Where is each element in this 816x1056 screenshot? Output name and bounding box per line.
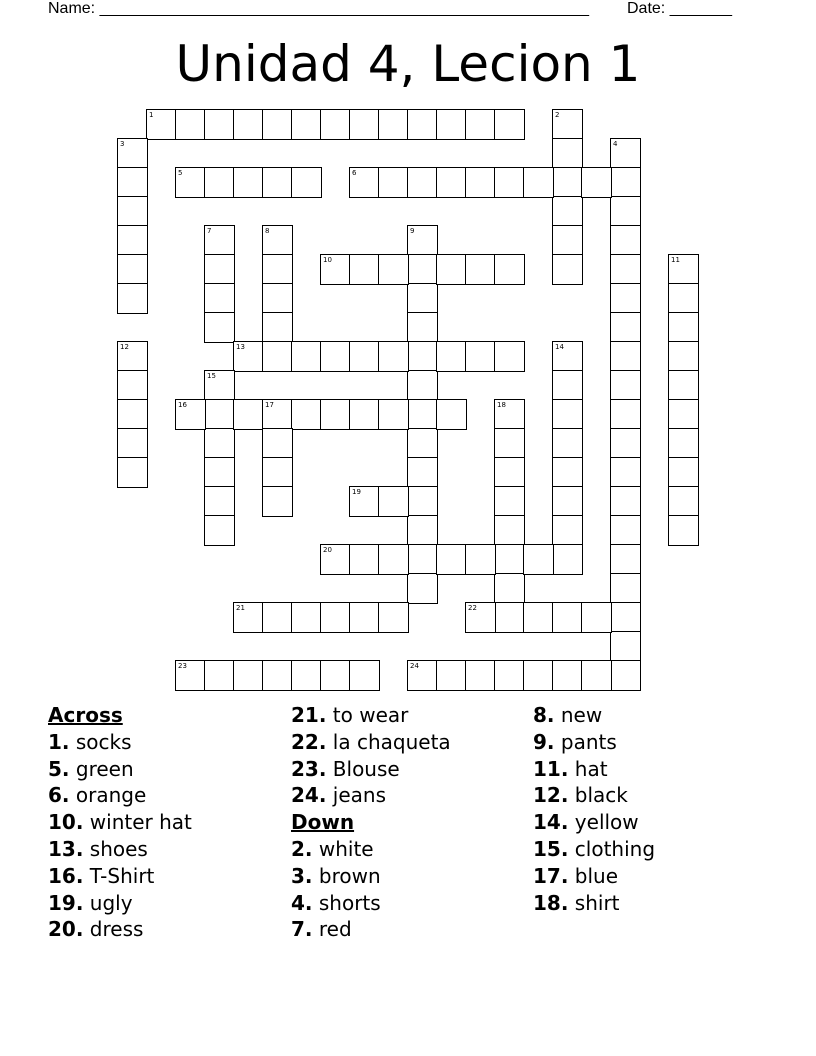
crossword-cell[interactable]	[204, 660, 235, 691]
crossword-cell[interactable]	[204, 428, 235, 459]
clue-item-number: 10.	[48, 810, 84, 835]
clue-heading: Across	[48, 703, 123, 727]
crossword-cell[interactable]	[407, 428, 438, 459]
crossword-cell[interactable]	[320, 544, 351, 575]
crossword-cell[interactable]	[465, 544, 496, 575]
crossword-cell[interactable]	[320, 399, 351, 430]
crossword-cell[interactable]	[552, 196, 583, 227]
crossword-cell[interactable]	[407, 457, 438, 488]
crossword-cell[interactable]	[610, 573, 641, 604]
crossword-cell[interactable]	[407, 660, 438, 691]
clue-item-text: winter hat	[89, 810, 192, 835]
crossword-cell[interactable]	[552, 486, 583, 517]
crossword-cell[interactable]	[494, 573, 525, 604]
crossword-cell[interactable]	[494, 399, 525, 430]
crossword-cell[interactable]	[349, 544, 380, 575]
clue-item	[291, 782, 451, 809]
clue-number: 17	[265, 401, 274, 409]
clue-item-number: 20.	[48, 917, 84, 942]
clue-item	[291, 702, 451, 729]
clue-item-text: shoes	[89, 836, 148, 861]
page-title: Unidad 4, Lecion 1	[175, 35, 641, 93]
crossword-cell[interactable]	[175, 167, 206, 198]
crossword-cell[interactable]	[320, 660, 351, 691]
crossword-cell[interactable]	[552, 225, 583, 256]
clue-item-number: 7.	[291, 917, 313, 942]
crossword-cell[interactable]	[610, 660, 641, 691]
crossword-cell[interactable]	[552, 515, 583, 546]
crossword-cell[interactable]	[117, 399, 148, 430]
crossword-cell[interactable]	[349, 167, 380, 198]
crossword-cell[interactable]	[204, 457, 235, 488]
crossword-cell[interactable]	[494, 486, 525, 517]
date-line: Date: _______	[627, 0, 732, 17]
clue-item-text: dress	[89, 917, 144, 942]
crossword-cell[interactable]	[262, 428, 293, 459]
clue-column-1	[48, 702, 192, 943]
crossword-cell[interactable]	[610, 428, 641, 459]
crossword-cell[interactable]	[552, 254, 583, 285]
crossword-cell[interactable]	[436, 254, 467, 285]
clue-item	[48, 890, 192, 917]
clue-item	[533, 890, 655, 917]
crossword-cell[interactable]	[610, 196, 641, 227]
clue-item-text: ugly	[89, 890, 133, 915]
clue-number: 1	[149, 111, 154, 119]
crossword-cell[interactable]	[668, 283, 699, 314]
crossword-cell[interactable]	[610, 225, 641, 256]
crossword-cell[interactable]	[494, 515, 525, 546]
crossword-cell[interactable]	[175, 399, 206, 430]
crossword-cell[interactable]	[668, 428, 699, 459]
clue-item	[291, 729, 451, 756]
clue-item-number: 12.	[533, 783, 569, 808]
crossword-cell[interactable]	[175, 109, 206, 140]
crossword-cell[interactable]	[610, 138, 641, 169]
crossword-cell[interactable]	[233, 167, 264, 198]
crossword-cell[interactable]	[233, 341, 264, 372]
crossword-cell[interactable]	[668, 515, 699, 546]
crossword-cell[interactable]	[262, 109, 293, 140]
crossword-cell[interactable]	[262, 167, 293, 198]
clue-item-text: T-Shirt	[89, 863, 155, 888]
crossword-cell[interactable]	[262, 225, 293, 256]
crossword-cell[interactable]	[262, 660, 293, 691]
clue-item	[48, 782, 192, 809]
crossword-cell[interactable]	[291, 341, 322, 372]
clue-number: 11	[671, 256, 680, 264]
crossword-cell[interactable]	[291, 660, 322, 691]
clue-item-number: 24.	[291, 783, 327, 808]
crossword-cell[interactable]	[552, 660, 583, 691]
crossword-cell[interactable]	[552, 428, 583, 459]
clue-column-2	[291, 702, 451, 943]
clue-heading: Down	[291, 810, 355, 835]
crossword-cell[interactable]	[552, 341, 583, 372]
crossword-cell[interactable]	[552, 399, 583, 430]
crossword-cell[interactable]	[581, 602, 612, 633]
crossword-cell[interactable]	[610, 312, 641, 343]
clue-number: 21	[236, 604, 245, 612]
clue-item-text: socks	[75, 729, 132, 754]
clue-number: 23	[178, 662, 187, 670]
clue-number: 24	[410, 662, 419, 670]
crossword-cell[interactable]	[407, 283, 438, 314]
clue-item-number: 22.	[291, 729, 327, 754]
crossword-cell[interactable]	[320, 602, 351, 633]
clue-column-3	[533, 702, 655, 916]
crossword-cell[interactable]	[552, 370, 583, 401]
crossword-cell[interactable]	[146, 109, 177, 140]
crossword-cell[interactable]	[262, 486, 293, 517]
crossword-cell[interactable]	[610, 457, 641, 488]
crossword-cell[interactable]	[117, 428, 148, 459]
crossword-cell[interactable]	[407, 544, 438, 575]
clue-item-number: 18.	[533, 890, 569, 915]
crossword-cell[interactable]	[291, 602, 322, 633]
crossword-cell[interactable]	[523, 602, 554, 633]
crossword-cell[interactable]	[407, 225, 438, 256]
crossword-cell[interactable]	[407, 167, 438, 198]
crossword-cell[interactable]	[407, 486, 438, 517]
clue-number: 20	[323, 546, 332, 554]
crossword-cell[interactable]	[262, 602, 293, 633]
crossword-cell[interactable]	[233, 602, 264, 633]
crossword-cell[interactable]	[465, 109, 496, 140]
crossword-cell[interactable]	[233, 109, 264, 140]
clue-number: 15	[207, 372, 216, 380]
crossword-cell[interactable]	[610, 167, 641, 198]
clue-number: 12	[120, 343, 129, 351]
crossword-cell[interactable]	[465, 602, 496, 633]
crossword-cell[interactable]	[494, 254, 525, 285]
crossword-cell[interactable]	[204, 312, 235, 343]
crossword-cell[interactable]	[552, 138, 583, 169]
crossword-cell[interactable]	[436, 660, 467, 691]
clue-item-text: blue	[574, 863, 619, 888]
clue-item	[533, 863, 655, 890]
crossword-cell[interactable]	[378, 399, 409, 430]
clue-number: 22	[468, 604, 477, 612]
crossword-cell[interactable]	[436, 167, 467, 198]
clue-item	[533, 782, 655, 809]
crossword-cell[interactable]	[117, 283, 148, 314]
crossword-cell[interactable]	[291, 109, 322, 140]
crossword-cell[interactable]	[407, 254, 438, 285]
clue-number: 2	[555, 111, 560, 119]
crossword-cell[interactable]	[668, 399, 699, 430]
crossword-cell[interactable]	[204, 254, 235, 285]
clue-item-text: yellow	[574, 810, 639, 835]
crossword-cell[interactable]	[117, 254, 148, 285]
crossword-cell[interactable]	[378, 486, 409, 517]
crossword-cell[interactable]	[610, 283, 641, 314]
clue-item	[533, 756, 655, 783]
clue-number: 9	[410, 227, 415, 235]
crossword-cell[interactable]	[581, 660, 612, 691]
crossword-cell[interactable]	[262, 399, 293, 430]
crossword-cell[interactable]	[291, 167, 322, 198]
crossword-cell[interactable]	[407, 312, 438, 343]
clue-item	[48, 863, 192, 890]
crossword-cell[interactable]	[436, 109, 467, 140]
clue-item	[533, 809, 655, 836]
clue-item-number: 13.	[48, 836, 84, 861]
clue-item	[48, 729, 192, 756]
crossword-cell[interactable]	[610, 631, 641, 662]
crossword-cell[interactable]	[552, 457, 583, 488]
crossword-cell[interactable]	[117, 225, 148, 256]
clue-item-text: green	[75, 756, 134, 781]
crossword-cell[interactable]	[291, 399, 322, 430]
crossword-cell[interactable]	[668, 312, 699, 343]
clue-item	[533, 836, 655, 863]
clue-item-number: 21.	[291, 703, 327, 727]
clue-item-text: shorts	[318, 890, 381, 915]
crossword-cell[interactable]	[465, 254, 496, 285]
crossword-cell[interactable]	[378, 341, 409, 372]
crossword-cell[interactable]	[523, 544, 554, 575]
clue-number: 14	[555, 343, 564, 351]
crossword-cell[interactable]	[436, 399, 467, 430]
crossword-cell[interactable]	[552, 602, 583, 633]
crossword-cell[interactable]	[610, 515, 641, 546]
crossword-cell[interactable]	[349, 660, 380, 691]
clue-item	[291, 916, 451, 943]
crossword-cell[interactable]	[349, 254, 380, 285]
crossword-cell[interactable]	[117, 196, 148, 227]
clue-number: 6	[352, 169, 357, 177]
crossword-cell[interactable]	[204, 167, 235, 198]
crossword-cell[interactable]	[117, 341, 148, 372]
crossword-cell[interactable]	[378, 109, 409, 140]
clue-item-text: new	[560, 703, 603, 727]
crossword-cell[interactable]	[262, 254, 293, 285]
crossword-cell[interactable]	[407, 399, 438, 430]
clue-item	[533, 702, 655, 729]
crossword-cell[interactable]	[668, 341, 699, 372]
clue-item	[291, 863, 451, 890]
crossword-cell[interactable]	[610, 544, 641, 575]
crossword-cell[interactable]	[262, 457, 293, 488]
crossword-cell[interactable]	[262, 341, 293, 372]
name-line: Name: _______________________________________________________	[48, 0, 589, 17]
clue-item-number: 11.	[533, 756, 569, 781]
crossword-cell[interactable]	[494, 167, 525, 198]
crossword-cell[interactable]	[407, 515, 438, 546]
clue-item-text: Blouse	[332, 756, 400, 781]
crossword-cell[interactable]	[494, 428, 525, 459]
crossword-cell[interactable]	[668, 457, 699, 488]
crossword-cell[interactable]	[262, 283, 293, 314]
crossword-cell[interactable]	[610, 341, 641, 372]
crossword-cell[interactable]	[494, 341, 525, 372]
crossword-cell[interactable]	[494, 457, 525, 488]
clue-item	[48, 916, 192, 943]
crossword-cell[interactable]	[407, 573, 438, 604]
crossword-cell[interactable]	[465, 341, 496, 372]
crossword-cell[interactable]	[349, 602, 380, 633]
clue-number: 10	[323, 256, 332, 264]
crossword-cell[interactable]	[552, 167, 583, 198]
clue-item	[533, 729, 655, 756]
crossword-cell[interactable]	[523, 660, 554, 691]
clue-item-number: 19.	[48, 890, 84, 915]
crossword-cell[interactable]	[349, 399, 380, 430]
crossword-cell[interactable]	[349, 109, 380, 140]
clue-number: 8	[265, 227, 270, 235]
clue-item-text: clothing	[574, 836, 656, 861]
clue-number: 5	[178, 169, 183, 177]
crossword-cell[interactable]	[204, 515, 235, 546]
crossword-cell[interactable]	[407, 370, 438, 401]
crossword-cell[interactable]	[320, 341, 351, 372]
crossword-cell[interactable]	[610, 602, 641, 633]
crossword-cell[interactable]	[175, 660, 206, 691]
crossword-cell[interactable]	[668, 486, 699, 517]
crossword-cell[interactable]	[204, 109, 235, 140]
crossword-cell[interactable]	[378, 167, 409, 198]
clue-item-number: 14.	[533, 810, 569, 835]
clue-item-number: 4.	[291, 890, 313, 915]
crossword-cell[interactable]	[436, 341, 467, 372]
clue-item-number: 15.	[533, 836, 569, 861]
crossword-cell[interactable]	[494, 544, 525, 575]
crossword-cell[interactable]	[378, 602, 409, 633]
crossword-cell[interactable]	[581, 167, 612, 198]
clue-item-number: 16.	[48, 863, 84, 888]
clue-number: 16	[178, 401, 187, 409]
crossword-cell[interactable]	[204, 283, 235, 314]
clue-item-number: 5.	[48, 756, 70, 781]
clue-item-text: brown	[318, 863, 381, 888]
clue-item	[291, 756, 451, 783]
crossword-cell[interactable]	[204, 399, 235, 430]
crossword-cell[interactable]	[349, 486, 380, 517]
clue-item-text: orange	[75, 783, 147, 808]
crossword-cell[interactable]	[610, 370, 641, 401]
clue-item-number: 2.	[291, 836, 313, 861]
clue-item-number: 6.	[48, 783, 70, 808]
crossword-cell[interactable]	[262, 312, 293, 343]
crossword-cell[interactable]	[494, 109, 525, 140]
crossword-cell[interactable]	[465, 660, 496, 691]
clue-item-text: to wear	[332, 703, 409, 727]
clue-item	[48, 809, 192, 836]
crossword-cell[interactable]	[668, 254, 699, 285]
clue-item-number: 3.	[291, 863, 313, 888]
clue-item-number: 17.	[533, 863, 569, 888]
clue-item-number: 1.	[48, 729, 70, 754]
clue-number: 4	[613, 140, 618, 148]
crossword-cell[interactable]	[117, 370, 148, 401]
crossword-cell[interactable]	[668, 370, 699, 401]
clue-number: 18	[497, 401, 506, 409]
clue-item-number: 9.	[533, 729, 555, 754]
clue-item	[48, 756, 192, 783]
clue-item-text: red	[318, 917, 352, 942]
crossword-cell[interactable]	[407, 109, 438, 140]
clue-number: 3	[120, 140, 125, 148]
crossword-cell[interactable]	[610, 399, 641, 430]
clue-item	[291, 890, 451, 917]
clue-item-text: shirt	[574, 890, 620, 915]
crossword-cell[interactable]	[552, 109, 583, 140]
crossword-cell[interactable]	[436, 544, 467, 575]
clue-item-number: 23.	[291, 756, 327, 781]
crossword-cell[interactable]	[117, 457, 148, 488]
crossword-cell[interactable]	[523, 167, 554, 198]
crossword-cell[interactable]	[378, 254, 409, 285]
crossword-cell[interactable]	[552, 544, 583, 575]
crossword-cell[interactable]	[610, 254, 641, 285]
crossword-cell[interactable]	[494, 660, 525, 691]
clue-item-number: 8.	[533, 703, 555, 727]
crossword-cell[interactable]	[378, 544, 409, 575]
clue-number: 13	[236, 343, 245, 351]
crossword-cell[interactable]	[407, 341, 438, 372]
clue-item-text: black	[574, 783, 628, 808]
crossword-cell[interactable]	[610, 486, 641, 517]
crossword-cell[interactable]	[494, 602, 525, 633]
crossword-cell[interactable]	[465, 167, 496, 198]
clue-item-text: la chaqueta	[332, 729, 451, 754]
clue-item	[291, 836, 451, 863]
clue-item	[48, 836, 192, 863]
clue-item-text: white	[318, 836, 374, 861]
crossword-cell[interactable]	[204, 225, 235, 256]
crossword-cell[interactable]	[204, 486, 235, 517]
clue-number: 19	[352, 488, 361, 496]
crossword-cell[interactable]	[117, 138, 148, 169]
crossword-cell[interactable]	[204, 370, 235, 401]
crossword-cell[interactable]	[233, 399, 264, 430]
crossword-cell[interactable]	[349, 341, 380, 372]
clue-number: 7	[207, 227, 212, 235]
crossword-cell[interactable]	[117, 167, 148, 198]
crossword-cell[interactable]	[233, 660, 264, 691]
clue-item-text: hat	[574, 756, 608, 781]
clue-item-text: jeans	[332, 783, 387, 808]
clue-item-text: pants	[560, 729, 617, 754]
crossword-cell[interactable]	[320, 254, 351, 285]
crossword-cell[interactable]	[320, 109, 351, 140]
